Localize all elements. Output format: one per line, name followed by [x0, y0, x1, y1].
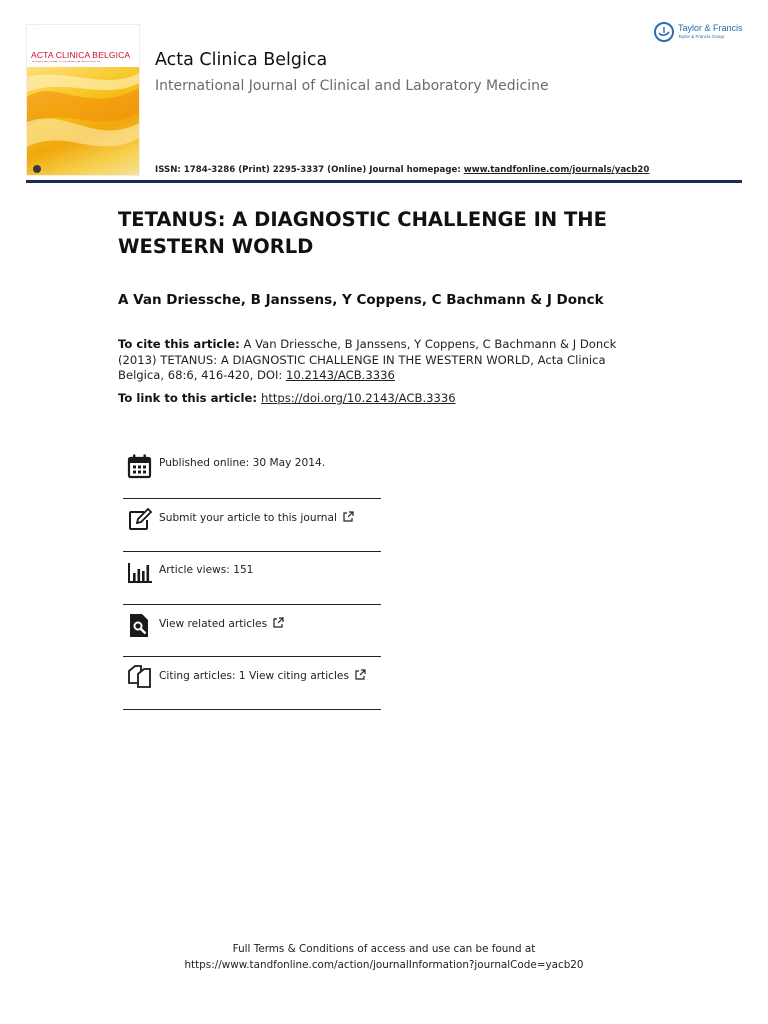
- calendar-icon: [127, 453, 153, 479]
- meta-divider: [123, 604, 381, 605]
- submit-article-label: Submit your article to this journal: [159, 512, 337, 524]
- bar-chart-icon: [127, 560, 153, 586]
- submit-article-link[interactable]: [159, 511, 354, 524]
- citing-articles-icon: [127, 665, 153, 691]
- cover-publisher-logo: [33, 165, 41, 173]
- article-doi-url[interactable]: https://doi.org/10.2143/ACB.3336: [260, 391, 456, 405]
- publisher-logo-icon: [654, 22, 674, 42]
- external-link-icon: [355, 669, 366, 680]
- related-articles-row[interactable]: [123, 613, 381, 665]
- citing-articles-link[interactable]: [159, 669, 366, 682]
- header-divider: [26, 180, 742, 183]
- journal-cover-image: [26, 24, 140, 176]
- issn-line: [155, 165, 649, 175]
- journal-subtitle: International Journal of Clinical and Laboratory Medicine: [155, 78, 549, 94]
- publisher-name: Taylor & Francis: [678, 23, 743, 33]
- edit-icon: [127, 507, 153, 533]
- published-online-label: Published online: 30 May 2014.: [159, 457, 326, 469]
- external-link-icon: [273, 617, 284, 628]
- meta-divider: [123, 709, 381, 710]
- cover-fine-print: [33, 151, 123, 161]
- meta-divider: [123, 656, 381, 657]
- publisher-group: Taylor & Francis Group: [678, 34, 725, 39]
- footer: [0, 942, 768, 973]
- article-views-label: Article views: 151: [159, 564, 254, 576]
- article-link-row: [118, 391, 456, 405]
- meta-divider: [123, 498, 381, 499]
- external-link-icon: [343, 511, 354, 522]
- citation-block: [118, 337, 638, 384]
- citation-text: A Van Driessche, B Janssens, Y Coppens, C Bachmann & J Donck (2013) TETANUS: A DIAGNOSTIC CHALLENGE IN THE WESTERN WORLD, Acta Clinica Belgica, 68:6, 416-420, DOI:: [118, 337, 617, 382]
- meta-divider: [123, 551, 381, 552]
- cover-top-line: — —: [33, 28, 38, 30]
- cover-subtitle: INTERNATIONAL JOURNAL OF CLINICAL AND LABORATORY MEDICINE: [32, 61, 101, 63]
- related-articles-label: View related articles: [159, 618, 268, 630]
- related-articles-link[interactable]: [159, 617, 284, 630]
- journal-name: Acta Clinica Belgica: [155, 50, 328, 70]
- footer-terms-url[interactable]: https://www.tandfonline.com/action/journalInformation?journalCode=yacb20: [184, 958, 584, 971]
- journal-homepage-link[interactable]: www.tandfonline.com/journals/yacb20: [463, 165, 650, 175]
- footer-terms-text: Full Terms & Conditions of access and use can be found at: [232, 943, 536, 955]
- article-authors: A Van Driessche, B Janssens, Y Coppens, C Bachmann & J Donck: [118, 292, 604, 308]
- citing-articles-label: Citing articles: 1 View citing articles: [159, 670, 349, 682]
- article-link-label: To link to this article:: [118, 391, 257, 405]
- cover-title: ACTA CLINICA BELGICA: [31, 50, 131, 60]
- citation-label: To cite this article:: [118, 337, 240, 351]
- search-document-icon: [127, 613, 153, 639]
- issn-text: ISSN: 1784-3286 (Print) 2295-3337 (Online) Journal homepage:: [155, 165, 464, 175]
- doi-link[interactable]: 10.2143/ACB.3336: [286, 368, 395, 382]
- article-title: TETANUS: A DIAGNOSTIC CHALLENGE IN THE WESTERN WORLD: [118, 208, 607, 258]
